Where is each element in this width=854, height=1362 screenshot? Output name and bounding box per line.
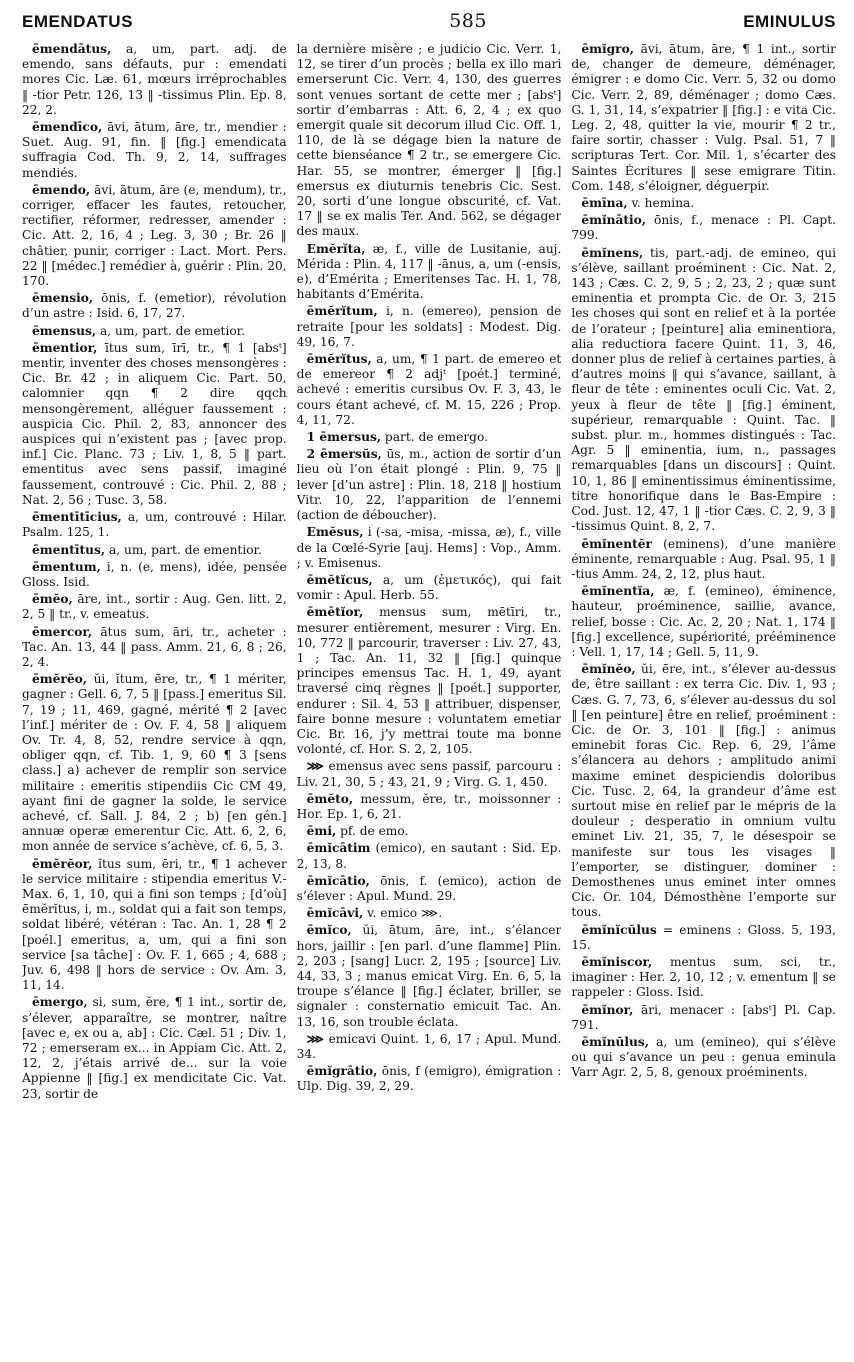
entry-headword: ēmentum, — [32, 559, 101, 574]
entry-definition: a, um, part. de ementior. — [105, 542, 262, 557]
dictionary-entry — [297, 841, 562, 871]
dictionary-entry — [571, 1035, 836, 1081]
dictionary-entry — [571, 196, 836, 211]
entry-headword: ēmĭcātim — [306, 841, 371, 856]
header-left-guideword: EMENDATUS — [22, 12, 133, 31]
entry-definition: ōnis, f., menace : Pl. Capt. 799. — [571, 213, 836, 243]
entry-definition: i (-sa, -misa, -missa, æ), f., ville de la Cœlé-Syrie [auj. Hems] : Vop., Amm. ; v. Emisenus. — [296, 525, 562, 570]
entry-definition: ātus sum, āri, tr., acheter : Tac. An. 13, 44 ‖ pass. Amm. 21, 6, 8 ; 26, 2, 4. — [22, 624, 287, 669]
entry-definition: āre, int., sortir : Aug. Gen. litt. 2, 2, 5 ‖ tr., v. emeatus. — [22, 592, 287, 622]
dictionary-entry — [571, 955, 836, 1001]
entry-headword: ēmĭniscor, — [581, 954, 653, 969]
dictionary-entry — [22, 995, 287, 1101]
entry-headword: ēmĭcātio, — [306, 873, 370, 888]
dictionary-entry — [297, 874, 562, 904]
running-header — [22, 10, 836, 36]
entry-headword: ēmĭgro, — [581, 42, 634, 56]
entry-definition: a, um, ¶ 1 part. de emereo et de emereor ¶ 2 adjᵗ [poét.] terminé, achevé : emeritis cursibus Ov. F. 3, 43, le cours étant achevé, cf. M. 15, 226 ; Prop. 4, 11, 72. — [296, 352, 562, 427]
dictionary-entry — [22, 510, 287, 540]
entry-definition: v. emico ⋙. — [363, 906, 443, 921]
dictionary-entry — [571, 42, 836, 194]
dictionary-entry — [571, 923, 836, 953]
entry-headword: ēmīna, — [581, 196, 628, 211]
header-right-guideword: EMINULUS — [743, 12, 836, 31]
entry-headword: ēmĭnor, — [581, 1002, 634, 1017]
dictionary-entry — [297, 605, 562, 757]
entry-definition: tis, part.-adj. de emineo, qui s’élève, saillant proéminent : Cic. Nat. 2, 143 ; Cæs. C. 2, 9, 5 ; 2, 23, 2 ; quæ sunt eminentia et prompta Cic. de Or. 3, 215 les choses qui sont en relief et à la portée de l’orateur ; [peinture] alia eminentiora, alia reductiora facere Quint. 11, 3, 46, donner plus de relief à certaines parties, à d’autres moins ‖ qui s’avance, saillant, à fleur de tête : eminentes oculi Cic. Vat. 2, yeux à fleur de tête ‖ [fig.] éminent, supérieur, remarquable : Quint. Tac. ‖ subst. plur. m., hommes distingués : Tac. Agr. 5 ‖ eminentia, ium, n., passages remarquables [dans un discours] : Quint. 10, 1, 86 ‖ eminentissimus éminentissime, titre honorifique dans le Bas-Empire : Cod. Just. 12, 47, 1 ‖ -tior Cæs. C. 2, 9, 3 ‖ -tissimus Quint. 8, 2, 7. — [571, 245, 836, 534]
entry-definition: emicavi Quint. 1, 6, 17 ; Apul. Mund. 34. — [296, 1031, 562, 1061]
entry-definition: ītus sum, īrī, tr., ¶ 1 [absᵗ] mentir, inventer des choses mensongères : Cic. Br. 42 ; in aliquem Cic. Part. 50, calomnier qqn ¶ 2 dire qqch mensongèrement, alléguer faussement : auspicia Cic. Phil. 2, 83, annoncer des auspices qui n’existent pas ; [avec prop. inf.] Cic. Planc. 73 ; Liv. 1, 8, 5 ‖ part. ementitus avec sens passif, imaginé faussement, controuvé : Cic. Phil. 2, 88 ; Nat. 2, 56 ; Tusc. 3, 58. — [22, 340, 287, 507]
dictionary-entry — [571, 1003, 836, 1033]
entry-definition: (eminens), d’une manière éminente, remarquable : Aug. Psal. 95, 1 ‖ -tius Amm. 24, 2, 12, plus haut. — [571, 536, 836, 581]
dictionary-entry — [297, 430, 562, 445]
dictionary-entry — [297, 1064, 562, 1094]
dictionary-entry — [22, 120, 287, 181]
dictionary-entry — [297, 447, 562, 523]
entry-headword: ēmĭnātio, — [581, 213, 647, 228]
dictionary-entry — [297, 792, 562, 822]
dictionary-entry — [297, 906, 562, 921]
entry-definition: part. de emergo. — [381, 430, 488, 445]
entry-definition: æ, f. (emineo), éminence, hauteur, proéminence, saillie, avance, relief, bosse : Cic. Ac. 2, 20 ; Nat. 1, 174 ‖ [fig.] excellence, supériorité, prééminence : Vell. 1, 17, 14 ; Gell. 5, 11, 9. — [571, 584, 836, 659]
dictionary-entry — [297, 42, 562, 240]
entry-headword: ēmendo, — [32, 182, 91, 197]
column-left — [22, 42, 287, 1352]
entry-headword: 1 ēmersus, — [306, 430, 382, 445]
entry-headword: ēmĕrĕo, — [32, 672, 87, 687]
entry-definition: āvi, ātum, āre (e, mendum), tr., corriger, effacer les fautes, retoucher, rectifier, réformer, redresser, amender : Cic. Att. 2, 16, 4 ; Leg. 3, 30 ; Br. 26 ‖ châtier, punir, corriger : Lact. Mort. Pers. 22 ‖ [médec.] remédier à, guérir : Plin. 20, 170. — [22, 182, 287, 289]
entry-definition: si, sum, ĕre, ¶ 1 int., sortir de, s’élever, apparaître, se montrer, naître [avec e, ex ou a, ab] : Cic. Cæl. 51 ; Div. 1, 72 ; emerseram ex... in Appiam Cic. Att. 2, 12, 2, j’étais arrivé de... sur la voie Appienne ‖ [fig.] ex mendicitate Cic. Vat. 23, sortir de — [22, 995, 287, 1101]
dictionary-entry — [297, 352, 562, 428]
entry-headword: ēmendīco, — [32, 120, 103, 135]
entry-headword: ēmĕto, — [306, 791, 354, 806]
dictionary-entry — [571, 213, 836, 243]
entry-headword: ēmendātus, — [32, 42, 112, 56]
entry-definition: ĭtus sum, ēri, tr., ¶ 1 achever le service militaire : stipendia emeritus V.-Max. 6, 1, 10, qui a fini son temps ; [d’où] ēmĕrĭtus, i, m., soldat qui a fait son temps, soldat libéré, vétéran : Tac. An. 1, 28 ¶ 2 [poél.] emeritus, a, um, qui a fini son service [sa tâche] : Ov. F. 1, 665 ; 4, 688 ; Juv. 6, 498 ‖ hors de service : Ov. Am. 3, 11, 14. — [22, 856, 287, 993]
dictionary-entry — [22, 672, 287, 854]
entry-headword: ēmentītus, — [32, 542, 106, 557]
dictionary-entry — [22, 543, 287, 558]
entry-definition: (emico), en sautant : Sid. Ep. 2, 13, 8. — [296, 841, 562, 871]
entry-headword: ēmĭnens, — [581, 245, 644, 260]
entry-definition: i, n. (emereo), pension de retraite [pour les soldats] : Modest. Dig. 49, 16, 7. — [296, 304, 562, 349]
entry-headword: 2 ēmersŭs, — [306, 447, 382, 462]
entry-definition: a, um, part. adj. de emendo, sans défauts, pur : emendati mores Cic. Læ. 61, mœurs irréprochables ‖ -tior Petr. 126, 13 ‖ -tissimus Plin. Ep. 8, 22, 2. — [22, 42, 287, 117]
column-middle — [297, 42, 562, 1352]
entry-headword: ēmĕrĕor, — [32, 856, 93, 871]
columns — [22, 42, 836, 1352]
dictionary-entry — [22, 592, 287, 622]
entry-definition: æ, f., ville de Lusitanie, auj. Mérida : Plin. 4, 117 ‖ -ānus, a, um (-ensis, e), d’Emérita ; Emeritenses Tac. H. 1, 78, habitants d’Emérita. — [296, 241, 562, 302]
entry-definition: la dernière misère ; e judicio Cic. Verr. 1, 12, se tirer d’un procès ; bella ex illo mari emerserunt Cic. Verr. 4, 130, des guerres sont venues sortant de cette mer ; [absᵗ] sortir d’embarras : Att. 6, 2, 4 ; ex quo emergit quale sit decorum illud Cic. Off. 1, 110, de là se dégage bien la nature de cette bienséance ¶ 2 tr., se emergere Cic. Har. 55, se montrer, émerger ‖ [fig.] emersus ex diuturnis tenebris Cic. Sest. 20, sorti d’une longue obscurité, cf. Vat. 17 ‖ se ex malis Ter. And. 562, se dégager des maux. — [296, 42, 562, 239]
entry-definition: mentus sum, sci, tr., imaginer : Her. 2, 10, 12 ; v. ementum ‖ se rappeler : Gloss. Isid. — [571, 954, 836, 1000]
entry-headword: Emĕsus, — [306, 525, 364, 540]
entry-definition: ŭi, ātum, āre, int., s’élancer hors, jaillir : [en parl. d’une flamme] Plin. 2, 203 ; [sang] Lucr. 2, 195 ; [source] Liv. 44, 33, 3 ; manus emicat Virg. En. 6, 5, la troupe s’élance ‖ [fig.] éclater, briller, se signaler : consternatio emicuit Tac. An. 13, 16, son trouble éclata. — [296, 923, 562, 1029]
entry-headword: ēmĭnentĕr — [581, 536, 652, 551]
dictionary-entry — [297, 573, 562, 603]
entry-headword: ēmĕo, — [32, 592, 73, 607]
dictionary-entry — [22, 625, 287, 671]
column-right — [571, 42, 836, 1352]
entry-headword: ēmĕrĭtum, — [306, 304, 378, 319]
entry-headword: ēmĭcāvi, — [306, 906, 364, 921]
entry-definition: a, um (ἐμετικός), qui fait vomir : Apul. Herb. 55. — [296, 572, 562, 603]
entry-definition: ōnis, f (emigro), émigration : Ulp. Dig. 39, 2, 29. — [296, 1064, 562, 1094]
entry-definition: ŭi, ēre, int., s’élever au-dessus de, être saillant : ex terra Cic. Div. 1, 93 ; Cæs. G. 7, 73, 6, s’élever au-dessus du sol ‖ [en peinture] être en relief, proéminent : Cic. de Or. 3, 101 ‖ [fig.] : animus eminebit foras Cic. Rep. 6, 29, l’âme s’élancera au dehors ; amplitudo animi maxime eminet despiciendis doloribus Cic. Tusc. 2, 64, la grandeur d’âme est surtout mise en relief par le mépris de la douleur ; desperatio in omnium vultu eminet Liv. 21, 35, 7, le désespoir se manifeste sur tous les visages ‖ l’emporter, se distinguer, dominer : Demosthenes unus eminet inter omnes Cic. Or. 104, Démosthène l’emporte sur tous. — [571, 662, 836, 920]
entry-headword: ēmi, — [306, 824, 337, 839]
entry-definition: pf. de emo. — [336, 824, 409, 839]
entry-headword: ēmĭnentĭa, — [581, 584, 655, 599]
dictionary-entry — [22, 324, 287, 339]
entry-definition: ōnis, f. (emico), action de s’élever : Apul. Mund. 29. — [296, 873, 562, 903]
entry-definition: ūs, m., action de sortir d’un lieu où l’on était plongé : Plin. 9, 75 ‖ lever [d’un astre] : Plin. 18, 218 ‖ hostium Vitr. 10, 22, l’apparition de l’ennemi (action de déboucher). — [296, 447, 562, 523]
entry-definition: ōnis, f. (emetior), révolution d’un astre : Isid. 6, 17, 27. — [22, 291, 287, 321]
entry-definition: a, um, part. de emetior. — [96, 323, 246, 338]
entry-definition: v. hemina. — [627, 196, 695, 211]
entry-definition: mensus sum, mētīri, tr., mesurer entièrement, mesurer : Virg. En. 10, 772 ‖ parcourir, traverser : Liv. 27, 43, 1 ; Tac. An. 11, 32 ‖ [fig.] quinque principes emensus Tac. H. 1, 49, ayant traversé cinq règnes ‖ [poét.] supporter, endurer : Sil. 4, 53 ‖ attribuer, dispenser, faire bonne mesure : voluntatem emetiar Cic. Br. 16, j’y mettrai toute ma bonne volonté, cf. Hor. S. 2, 2, 105. — [296, 605, 562, 757]
entry-headword: ēmĭco, — [306, 923, 352, 938]
entry-definition: ŭi, ĭtum, ēre, tr., ¶ 1 mériter, gagner : Gell. 6, 7, 5 ‖ [pass.] emeritus Sil. 7, 19 ; 11, 469, gagné, mérité ¶ 2 [avec l’inf.] mériter de : Ov. F. 4, 58 ‖ aliquem Ov. Tr. 4, 8, 52, rendre service à qqn, obliger qqn, cf. Tib. 1, 9, 60 ¶ 3 [sens class.] a) achever de remplir son service militaire : emeritis stipendiis Cic CM 49, ayant fini de gagner la solde, le service achevé, cf. Sall. J. 84, 2 ; b) [en gén.] annuæ operæ emerentur Cic. Att. 6, 2, 6, mon année de service s’achève, cf. 6, 5, 3. — [22, 672, 287, 854]
entry-definition: āri, menacer : [absᵗ] Pl. Cap. 791. — [571, 1002, 836, 1032]
entry-headword: ēmĭnĭcŭlus — [581, 922, 657, 937]
entry-headword: Emĕrĭta, — [306, 241, 366, 256]
entry-headword: ēmĭnŭlus, — [581, 1035, 649, 1049]
dictionary-entry — [22, 560, 287, 590]
entry-definition: messum, ĕre, tr., moissonner : Hor. Ep. 1, 6, 21. — [296, 791, 562, 821]
entry-headword: ēmĭnĕo, — [581, 662, 636, 677]
dictionary-entry — [297, 242, 562, 303]
dictionary-entry — [297, 1032, 562, 1062]
entry-headword: ēmētĭor, — [306, 605, 364, 620]
entry-definition: āvi, ātum, āre, tr., mendier : Suet. Aug. 91, fin. ‖ [fig.] emendicata suffragia Cod. Th. 9, 2, 14, suffrages mendiés. — [22, 120, 287, 180]
entry-headword: ēmergo, — [32, 995, 88, 1010]
dictionary-entry — [22, 183, 287, 289]
entry-headword: ēmentior, — [32, 340, 98, 355]
dictionary-entry — [22, 857, 287, 994]
entry-definition: āvi, ātum, āre, ¶ 1 int., sortir de, changer de demeure, déménager, émigrer : e domo Cic. Verr. 5, 32 ou domo Cic. Verr. 2, 89, déménager ; domo Cæs. G. 1, 31, 14, s’expatrier ‖ [fig.] : e vita Cic. Leg. 2, 48, quitter la vie, mourir ¶ 2 tr., faire sortir, chasser : Vulg. Psal. 51, 7 ‖ scripturas Tert. Cor. Mil. 1, s’écarter des Saintes Écritures ‖ sese emigrare Titin. Com. 148, s’éloigner, déguerpir. — [571, 42, 836, 193]
entry-headword: ēmensio, — [32, 291, 94, 306]
page-number: 585 — [449, 10, 487, 32]
dictionary-entry — [571, 537, 836, 583]
entry-headword: ēmentītīcius, — [32, 510, 122, 525]
dictionary-entry — [297, 923, 562, 1029]
entry-definition: = eminens : Gloss. 5, 193, 15. — [571, 922, 836, 952]
dictionary-entry — [297, 525, 562, 571]
entry-headword: ēmĕtĭcus, — [306, 572, 373, 587]
dictionary-entry — [297, 824, 562, 839]
entry-headword: ēmensus, — [32, 323, 97, 338]
entry-definition: i, n. (e, mens), idée, pensée Gloss. Isid. — [22, 559, 287, 589]
entry-headword: ⋙ — [306, 759, 325, 774]
entry-definition: emensus avec sens passif, parcouru : Liv. 21, 30, 5 ; 43, 21, 9 ; Virg. G. 1, 450. — [296, 759, 562, 789]
entry-headword: ēmĕrĭtus, — [306, 352, 372, 367]
entry-headword: ⋙ — [306, 1031, 325, 1046]
dictionary-entry — [571, 246, 836, 535]
entry-definition: a, um, controuvé : Hilar. Psalm. 125, 1. — [22, 510, 287, 540]
dictionary-entry — [571, 584, 836, 660]
dictionary-entry — [297, 304, 562, 350]
dictionary-entry — [571, 662, 836, 920]
dictionary-entry — [22, 341, 287, 508]
entry-headword: ēmĭgrātio, — [306, 1064, 378, 1079]
dictionary-entry — [22, 291, 287, 321]
entry-headword: ēmercor, — [32, 624, 93, 639]
dictionary-entry — [297, 759, 562, 789]
entry-definition: a, um (emineo), qui s’élève ou qui s’avance un peu : genua eminula Varr Agr. 2, 5, 8, genoux proéminents. — [571, 1035, 836, 1080]
dictionary-entry — [22, 42, 287, 118]
